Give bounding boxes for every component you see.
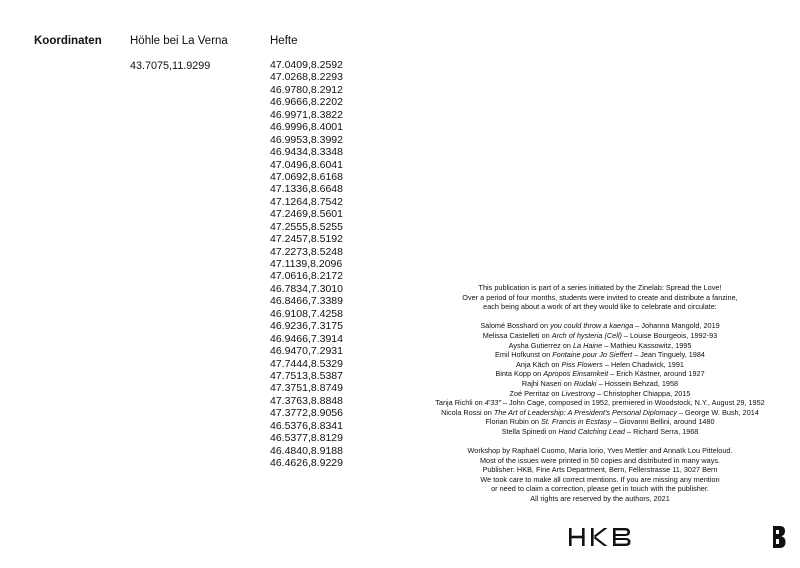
artist-year: – George W. Bush, 2014 xyxy=(676,407,759,417)
artist-year: – Mathieu Kassowitz, 1995 xyxy=(602,340,692,350)
hefte-coordinate: 46.9108,7.4258 xyxy=(270,307,343,320)
hefte-coordinate: 46.5377,8.8129 xyxy=(270,432,343,445)
contributions-list xyxy=(430,321,770,436)
b-logo xyxy=(772,525,786,549)
contribution-entry xyxy=(430,341,770,351)
contributor: Emil Hofkunst on xyxy=(495,350,553,360)
hefte-coordinate: 46.7834,7.3010 xyxy=(270,282,343,295)
hefte-coordinate: 47.2273,8.5248 xyxy=(270,245,343,258)
hkb-logo xyxy=(568,527,632,547)
hefte-coordinate: 47.3751,8.8749 xyxy=(270,382,343,395)
artist-year: – Louise Bourgeois, 1992-93 xyxy=(621,330,718,340)
hefte-coordinate: 47.0409,8.2592 xyxy=(270,59,343,71)
contributor: Stella Spinedi on xyxy=(501,426,559,436)
hefte-coordinate: 46.4840,8.9188 xyxy=(270,444,343,457)
artist-year: – Christopher Chiappa, 2015 xyxy=(595,388,691,398)
work-title: La Haine xyxy=(572,340,603,350)
hohle-coordinate: 43.7075,11.9299 xyxy=(130,60,211,72)
work-title: Apropos Einsamkeit xyxy=(543,369,609,379)
hohle-column-header: Höhle bei La Verna xyxy=(130,35,228,47)
contributor: Melissa Castelleti on xyxy=(482,330,552,340)
work-title: Livestrong xyxy=(561,388,596,398)
work-title: The Art of Leadership: A President's Personal Diplomacy xyxy=(493,407,677,417)
credit-line: Most of the issues were printed in 50 copies and distributed in many ways. xyxy=(479,455,721,465)
hefte-coordinate: 47.1336,8.6648 xyxy=(270,183,343,196)
contribution-entry xyxy=(430,321,770,331)
artist-year: – Erich Kästner, around 1927 xyxy=(608,369,705,379)
artist-year: – Hossein Behzad, 1958 xyxy=(596,378,679,388)
hefte-coordinate: 47.3763,8.8848 xyxy=(270,394,343,407)
hefte-coordinate: 46.9470,7.2931 xyxy=(270,345,343,358)
hefte-coordinate-list xyxy=(270,59,343,469)
contributor: Rajhi Naseri on xyxy=(521,378,574,388)
contributor: Zoé Perritaz on xyxy=(509,388,562,398)
work-title: Rudaki xyxy=(573,378,597,388)
work-title: St. Francis in Ecstasy xyxy=(540,417,612,427)
contributor: Nicola Rossi on xyxy=(441,407,494,417)
hefte-coordinate: 47.2469,8.5601 xyxy=(270,208,343,221)
hefte-coordinate: 47.7513,8.5387 xyxy=(270,369,343,382)
hefte-coordinate: 46.9466,7.3914 xyxy=(270,332,343,345)
artist-year: – Johanna Mangold, 2019 xyxy=(633,321,720,331)
hefte-coordinate: 46.9780,8.2912 xyxy=(270,83,343,96)
work-title: Hand Catching Lead xyxy=(558,426,625,436)
work-title: 4'33" xyxy=(484,398,501,408)
artist-year: – Giovanni Bellini, around 1480 xyxy=(611,417,715,427)
intro-line: each being about a work of art they would like to celebrate and circulate: xyxy=(483,302,717,312)
hefte-coordinate: 47.0692,8.6168 xyxy=(270,170,343,183)
hefte-coordinate: 47.2555,8.5255 xyxy=(270,220,343,233)
hefte-coordinate: 46.9666,8.2202 xyxy=(270,96,343,109)
contribution-entry xyxy=(430,369,770,379)
contributor: Salomé Bosshard on xyxy=(480,321,551,331)
hefte-coordinate: 46.9236,7.3175 xyxy=(270,320,343,333)
hefte-coordinate: 46.4626,8.9229 xyxy=(270,457,343,469)
credit-line: or need to claim a correction, please get in touch with the publisher. xyxy=(491,484,709,494)
intro-line: This publication is part of a series initiated by the Zinelab: Spread the Love! xyxy=(478,283,722,292)
credit-line: We took care to make all correct mentions. If you are missing any mention xyxy=(480,474,720,484)
hefte-coordinate: 46.9434,8.3348 xyxy=(270,146,343,159)
artist-year: – Helen Chadwick, 1991 xyxy=(602,359,684,369)
credit-line: Workshop by Raphaël Cuomo, Maria Iorio, Yves Mettler and Annaïk Lou Pitteloud. xyxy=(467,446,733,456)
contribution-entry xyxy=(430,379,770,389)
hefte-coordinate: 47.3772,8.9056 xyxy=(270,407,343,420)
intro-line: Over a period of four months, students were invited to create and distribute a fanzine, xyxy=(462,292,738,302)
hefte-coordinate: 47.0268,8.2293 xyxy=(270,71,343,84)
contribution-entry xyxy=(430,360,770,370)
contributor: Aysha Gutierrez on xyxy=(508,340,573,350)
hefte-column-header: Hefte xyxy=(270,35,298,47)
work-title: Piss Flowers xyxy=(561,359,603,369)
work-title: Arch of hysteria (Cell) xyxy=(551,330,622,340)
artist-year: – John Cage, composed in 1952, premiered in Woodstock, N.Y., August 29, 1952 xyxy=(500,398,765,408)
contribution-entry xyxy=(430,417,770,427)
contributor: Binta Kopp on xyxy=(495,369,544,379)
work-title: Fontaine pour Jo Sieffert xyxy=(552,350,633,360)
hefte-coordinate: 46.8466,7.3389 xyxy=(270,295,343,308)
contributor: Anja Käch on xyxy=(516,359,562,369)
hefte-coordinate: 46.9996,8.4001 xyxy=(270,121,343,134)
credits-text xyxy=(430,446,770,504)
hefte-coordinate: 47.0496,8.6041 xyxy=(270,158,343,171)
work-title: you could throw a kaenga xyxy=(550,321,634,331)
contribution-entry xyxy=(430,331,770,341)
hefte-coordinate: 47.0616,8.2172 xyxy=(270,270,343,283)
contribution-entry xyxy=(430,398,770,408)
contributor: Florian Rubin on xyxy=(485,417,541,427)
credit-line: All rights are reserved by the authors, 2021 xyxy=(530,494,670,504)
hefte-coordinate: 47.7444,8.5329 xyxy=(270,357,343,370)
contribution-entry xyxy=(430,389,770,399)
artist-year: – Jean Tinguely, 1984 xyxy=(632,350,705,360)
hefte-coordinate: 46.9971,8.3822 xyxy=(270,108,343,121)
contribution-entry xyxy=(430,427,770,437)
hefte-coordinate: 47.1139,8.2096 xyxy=(270,258,343,270)
contribution-entry xyxy=(430,408,770,418)
contributor: Tanja Richli on xyxy=(435,398,485,408)
credit-line: Publisher: HKB, Fine Arts Department, Bern, Fellerstrasse 11, 3027 Bern xyxy=(482,465,718,475)
hefte-coordinate: 47.2457,8.5192 xyxy=(270,233,343,246)
hefte-coordinate: 47.1264,8.7542 xyxy=(270,195,343,208)
hefte-coordinate: 46.5376,8.8341 xyxy=(270,419,343,432)
publication-info xyxy=(430,283,770,504)
contribution-entry xyxy=(430,350,770,360)
artist-year: – Richard Serra, 1968 xyxy=(624,426,699,436)
hefte-coordinate: 46.9953,8.3992 xyxy=(270,133,343,146)
intro-text xyxy=(430,283,770,312)
koordinaten-label: Koordinaten xyxy=(34,35,102,47)
